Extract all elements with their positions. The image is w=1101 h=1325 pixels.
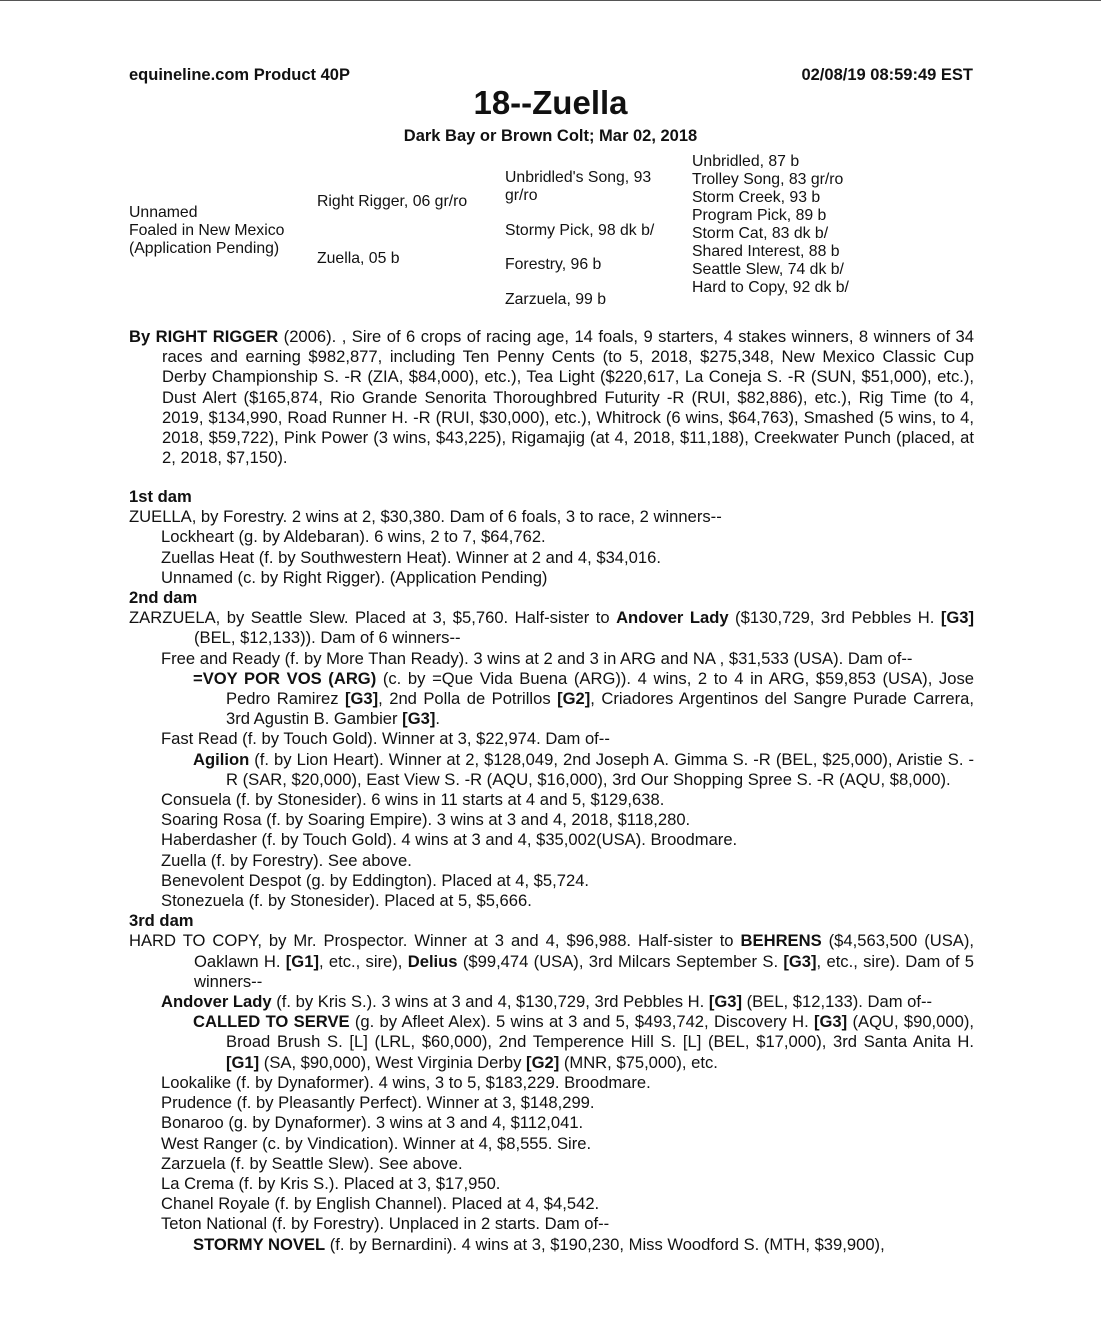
text-run: HARD TO COPY, by Mr. Prospector. Winner at 3 and 4, $96,988. Half-sister to — [129, 931, 741, 951]
foal-entry: Lookalike (f. by Dynaformer). 4 wins, 3 to 5, $183,229. Broodmare. — [161, 1072, 651, 1092]
foal-entry: Zuellas Heat (f. by Southwestern Heat). Winner at 2 and 4, $34,016. — [161, 547, 661, 567]
grade-badge: [G2] — [526, 1052, 560, 1072]
gen4-entry: Seattle Slew, 74 dk b/ — [692, 261, 844, 278]
second-dam-heading: 2nd dam — [129, 588, 198, 608]
foal-entry: Zarzuela (f. by Seattle Slew). See above. — [161, 1153, 463, 1173]
stakes-horse-name: STORMY NOVEL — [193, 1234, 326, 1254]
foal-entry: Haberdasher (f. by Touch Gold). 4 wins at 3 and 4, $35,002(USA). Broodmare. — [161, 830, 738, 850]
text-run: , etc., sire), — [318, 951, 408, 971]
report-timestamp: 02/08/19 08:59:49 EST — [801, 66, 973, 84]
foal-entry: Lockheart (g. by Aldebaran). 6 wins, 2 to 7, $64,762. — [161, 527, 546, 547]
foal-entry: Unnamed (c. by Right Rigger). (Application Pending) — [161, 567, 548, 587]
text-run: (BEL, $12,133). Dam of-- — [742, 992, 933, 1012]
grade-badge: [G3] — [402, 709, 436, 729]
pedigree-gen4 — [692, 153, 849, 297]
subject-foaled: Foaled in New Mexico — [129, 222, 285, 239]
sire-sire-line1: Unbridled's Song, 93 — [505, 169, 652, 186]
text-run: (AQU, $90,000), Broad Brush S. [L] (LRL, $60,000), 2nd Temperence Hill S. [L] (BEL, $17,000), 3rd Santa Anita H. — [226, 1012, 974, 1052]
pedigree-dam: Zuella, 05 b — [317, 250, 400, 267]
grade-badge: [G3] — [783, 951, 817, 971]
text-run: (f. by Kris S.). 3 wins at 3 and 4, $130,729, 3rd Pebbles H. — [271, 992, 709, 1012]
foal-entry: Fast Read (f. by Touch Gold). Winner at 3, $22,974. Dam of-- — [161, 729, 610, 749]
foal-entry: Zuella (f. by Forestry). See above. — [161, 850, 412, 870]
text-run: (f. by Bernardini). 4 wins at 3, $190,230, Miss Woodford S. (MTH, $39,900), — [325, 1234, 885, 1254]
pedigree-sire-sire — [505, 169, 651, 205]
grade-badge: [G3] — [708, 992, 743, 1012]
gen4-entry: Program Pick, 89 b — [692, 207, 827, 224]
text-run: ($4,563,500 (USA), Oaklawn H. — [194, 931, 974, 971]
pedigree-dam-sire: Forestry, 96 b — [505, 256, 602, 273]
gen4-entry: Shared Interest, 88 b — [692, 243, 840, 260]
sire-sire-line2: gr/ro — [505, 187, 538, 204]
foal-entry: La Crema (f. by Kris S.). Placed at 3, $17,950. — [161, 1173, 501, 1193]
stakes-horse-name: =VOY POR VOS (ARG) — [193, 668, 377, 688]
text-run: ($99,474 (USA), 3rd Milcars September S. — [457, 951, 784, 971]
grand-foal-entry — [129, 669, 974, 730]
gen4-entry: Trolley Song, 83 gr/ro — [692, 171, 844, 188]
grand-foal-entry — [129, 750, 974, 790]
stakes-horse-name: CALLED TO SERVE — [193, 1012, 350, 1032]
gen4-entry: Storm Creek, 93 b — [692, 189, 821, 206]
text-run: (f. by Lion Heart). Winner at 2, $128,049, 2nd Joseph A. Gimma S. -R (BEL, $25,000), Aristie S. -R (SAR, $20,000), East View S. -R (AQU, $16,000), 3rd Our Shopping Spree S. -R (AQU, $8,000). — [226, 749, 974, 789]
foal-entry — [129, 992, 974, 1012]
foal-entry: Teton National (f. by Forestry). Unplaced in 2 starts. Dam of-- — [161, 1214, 610, 1234]
foal-entry: Chanel Royale (f. by English Channel). Placed at 4, $4,542. — [161, 1194, 600, 1214]
foal-entry: Free and Ready (f. by More Than Ready). 3 wins at 2 and 3 in ARG and NA , $31,533 (USA). Dam of-- — [161, 648, 913, 668]
foal-entry: Benevolent Despot (g. by Eddington). Placed at 4, $5,724. — [161, 870, 590, 890]
page-title: 18--Zuella — [473, 84, 628, 121]
stakes-horse-name: Delius — [407, 951, 458, 971]
sire-summary — [129, 327, 974, 468]
text-run: ($130,729, 3rd Pebbles H. — [728, 608, 941, 628]
foal-entry: Consuela (f. by Stonesider). 6 wins in 11 starts at 4 and 5, $129,638. — [161, 790, 665, 810]
text-run: , etc., sire). Dam of 5 winners-- — [194, 951, 975, 991]
source-label: equineline.com Product 40P — [129, 66, 350, 84]
foal-entry: Bonaroo (g. by Dynaformer). 3 wins at 3 and 4, $112,041. — [161, 1113, 584, 1133]
text-run: (BEL, $12,133)). Dam of 6 winners-- — [194, 628, 461, 648]
text-run: (MNR, $75,000), etc. — [559, 1052, 718, 1072]
sire-by: By — [129, 327, 156, 346]
grade-badge: [G3] — [344, 689, 379, 709]
grade-badge: [G3] — [940, 608, 974, 628]
gen4-entry: Storm Cat, 83 dk b/ — [692, 225, 829, 242]
text-run: . — [435, 709, 440, 729]
stakes-horse-name: Andover Lady — [616, 608, 729, 628]
text-run: , 2nd Polla de Potrillos — [378, 689, 558, 709]
pedigree-subject — [129, 204, 284, 258]
sire-paragraph — [129, 327, 974, 468]
foal-entry: West Ranger (c. by Vindication). Winner at 4, $8,555. Sire. — [161, 1133, 592, 1153]
first-dam-description: ZUELLA, by Forestry. 2 wins at 2, $30,380. Dam of 6 foals, 3 to race, 2 winners-- — [129, 507, 722, 527]
stakes-horse-name: Andover Lady — [161, 992, 272, 1012]
pedigree-dam-dam: Zarzuela, 99 b — [505, 291, 606, 308]
gen4-entry: Hard to Copy, 92 dk b/ — [692, 279, 849, 296]
sire-record: (2006). , Sire of 6 crops of racing age, 14 foals, 9 starters, 4 stakes winners, 8 winners of 34 races and earning $982,877, including Ten Penny Cents (to 5, 2018, $275,348, New Mexico Classic Cup Derby Championship S. -R (ZIA, $84,000), etc.), Tea Light ($220,617, La Coneja S. -R (SUN, $51,000), etc.), Dust Alert ($165,874, Rio Grande Senorita Thoroughbred Futurity -R (RUI, $82,886), etc.), Rig Time (to 4, 2019, $134,990, Road Runner H. -R (RUI, $30,000), etc.), Whitrock (6 wins, $64,763), Smashed (5 wins, to 4, 2018, $59,722), Pink Power (3 wins, $43,225), Rigamajig (at 4, 2018, $11,188), Creekwater Punch (placed, at 2, 2018, $7,150). — [162, 327, 974, 468]
horse-description: Dark Bay or Brown Colt; Mar 02, 2018 — [403, 127, 698, 145]
subject-status: (Application Pending) — [129, 240, 280, 257]
grand-foal-entry — [129, 1012, 974, 1073]
subject-name: Unnamed — [129, 204, 198, 221]
text-run: (g. by Afleet Alex). 5 wins at 3 and 5, $493,742, Discovery H. — [349, 1012, 814, 1032]
foal-entry: Prudence (f. by Pleasantly Perfect). Winner at 3, $148,299. — [161, 1093, 595, 1113]
grade-badge: [G1] — [285, 951, 319, 971]
third-dam-description — [129, 931, 974, 992]
grade-badge: [G3] — [813, 1012, 848, 1032]
sire-name: RIGHT RIGGER — [155, 327, 279, 346]
pedigree-sire-dam: Stormy Pick, 98 dk b/ — [505, 222, 655, 239]
third-dam-heading: 3rd dam — [129, 911, 194, 931]
stakes-horse-name: Agilion — [193, 749, 250, 769]
grade-badge: [G2] — [557, 689, 591, 709]
text-run: (c. by =Que Vida Buena (ARG)). 4 wins, 2 to 4 in ARG, $59,853 (USA), Jose Pedro Ramirez — [226, 668, 974, 709]
first-dam-heading: 1st dam — [129, 487, 192, 506]
text-run: ZARZUELA, by Seattle Slew. Placed at 3, $5,760. Half-sister to — [129, 608, 617, 628]
gen4-entry: Unbridled, 87 b — [692, 153, 800, 170]
grand-foal-entry — [129, 1235, 974, 1255]
grade-badge: [G1] — [226, 1052, 260, 1072]
foal-entry: Soaring Rosa (f. by Soaring Empire). 3 wins at 3 and 4, 2018, $118,280. — [161, 810, 691, 830]
text-run: (SA, $90,000), West Virginia Derby — [259, 1052, 527, 1072]
foal-entry: Stonezuela (f. by Stonesider). Placed at 5, $5,666. — [161, 891, 532, 911]
female-family — [129, 487, 974, 1255]
top-rule — [0, 0, 1101, 1]
stakes-horse-name: BEHRENS — [740, 931, 822, 951]
text-run: , Criadores Argentinos del Sangre Purade Carrera, 3rd Agustin B. Gambier — [226, 689, 974, 729]
pedigree-sire: Right Rigger, 06 gr/ro — [317, 193, 468, 210]
second-dam-description — [129, 608, 974, 648]
